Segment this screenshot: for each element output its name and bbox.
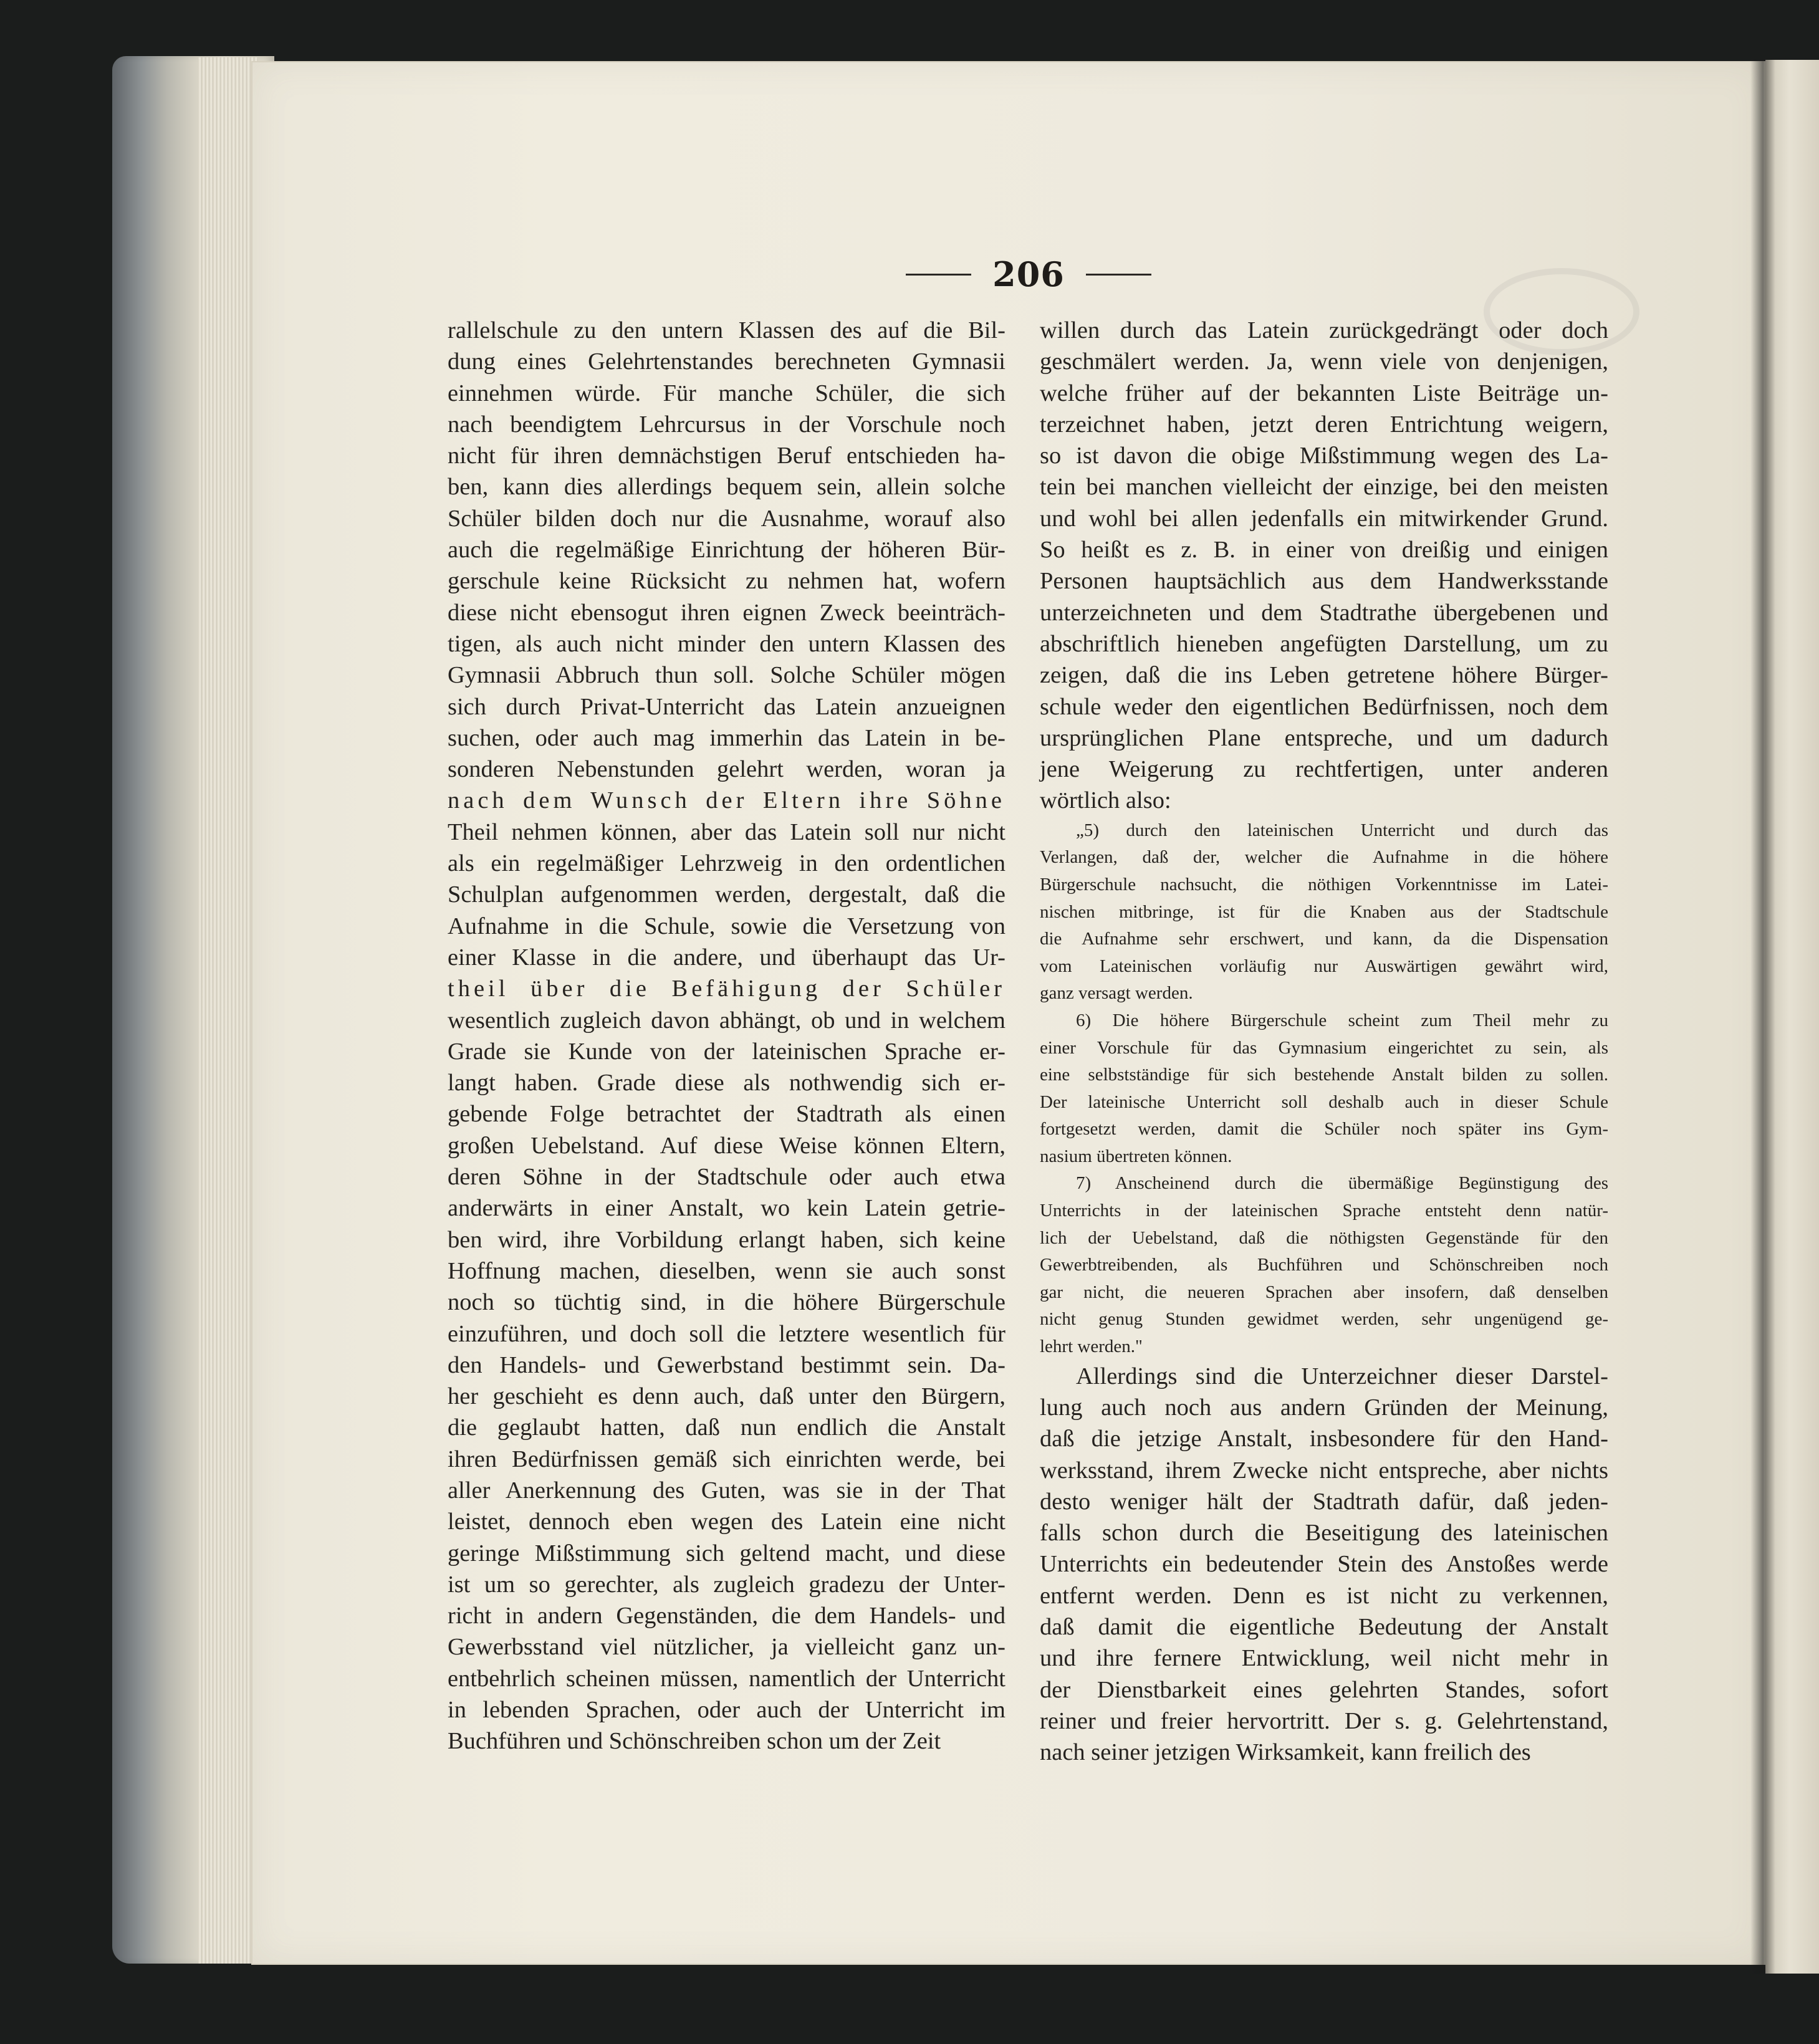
text-line: ben wird, ihre Vorbildung erlangt haben, sich keine xyxy=(448,1226,1005,1253)
text-line: unterzeichneten und dem Stadtrathe übergebenen und xyxy=(1040,599,1608,626)
text-line: lich der Uebelstand, daß die nöthigsten Gegenstände für den xyxy=(1040,1227,1608,1248)
text-line: abschriftlich hieneben angefügten Darstellung, um zu xyxy=(1040,630,1608,657)
text-line: sonderen Nebenstunden gelehrt werden, woran ja xyxy=(448,756,1005,783)
right-column-text xyxy=(1040,315,1608,817)
text-line: gerschule keine Rücksicht zu nehmen hat, wofern xyxy=(448,568,1005,595)
text-line: Schüler bilden doch nur die Ausnahme, worauf also xyxy=(448,505,1005,532)
text-line: vom Lateinischen vorläufig nur Auswärtigen gewährt wird, xyxy=(1040,956,1608,976)
text-line: einer Klasse in die andere, und überhaupt das Ur- xyxy=(448,944,1005,971)
right-text-column xyxy=(1040,315,1608,1768)
text-line: daß die jetzige Anstalt, insbesondere für den Hand- xyxy=(1040,1426,1608,1452)
text-line: nach beendigtem Lehrcursus in der Vorschule noch xyxy=(448,411,1005,438)
text-line: schule weder den eigentlichen Bedürfnissen, noch dem xyxy=(1040,693,1608,720)
text-line: sich durch Privat-Unterricht das Latein anzueignen xyxy=(448,693,1005,720)
text-line: Schulplan aufgenommen werden, dergestalt, daß die xyxy=(448,881,1005,908)
text-line: suchen, oder auch mag immerhin das Latein in be- xyxy=(448,724,1005,751)
text-line: den Handels- und Gewerbstand bestimmt sein. Da- xyxy=(448,1351,1005,1378)
text-line: nasium übertreten können. xyxy=(1040,1146,1232,1166)
text-line: Gymnasii Abbruch thun soll. Solche Schüler mögen xyxy=(448,662,1005,689)
text-line: So heißt es z. B. in einer von dreißig und einigen xyxy=(1040,537,1608,564)
text-line: Personen hauptsächlich aus dem Handwerksstande xyxy=(1040,568,1608,595)
text-line: einer Vorschule für das Gymnasium eingerichtet zu sein, als xyxy=(1040,1037,1608,1058)
text-line: theil über die Befähigung der Schüler xyxy=(448,976,1005,1002)
text-line: Allerdings sind die Unterzeichner dieser Darstel- xyxy=(1076,1363,1608,1389)
text-line: Grade sie Kunde von der lateinischen Sprache er- xyxy=(448,1038,1005,1065)
text-line: reiner und freier hervortritt. Der s. g. Gelehrtenstand, xyxy=(1040,1707,1608,1734)
text-line: geschmälert werden. Ja, wenn viele von denjenigen, xyxy=(1040,348,1608,375)
text-line: eine selbstständige für sich bestehende Anstalt bilden zu sollen. xyxy=(1040,1065,1608,1085)
text-line: nischen mitbringe, ist für die Knaben aus der Stadtschule xyxy=(1040,901,1608,922)
text-line: willen durch das Latein zurückgedrängt oder doch xyxy=(1040,317,1608,343)
text-line: richt in andern Gegenständen, die dem Handels- und xyxy=(448,1603,1005,1629)
header-rule-right xyxy=(1086,274,1151,276)
text-line: tein bei manchen vielleicht der einzige, bei den meisten xyxy=(1040,474,1608,501)
text-line: anderwärts in einer Anstalt, wo kein Latein getrie- xyxy=(448,1195,1005,1222)
text-line: Gewerbsstand viel nützlicher, ja vielleicht ganz un- xyxy=(448,1634,1005,1661)
page-header xyxy=(866,252,1191,296)
text-line: leistet, dennoch eben wegen des Latein eine nicht xyxy=(448,1509,1005,1535)
text-line: fortgesetzt werden, damit die Schüler noch später ins Gym- xyxy=(1040,1119,1608,1140)
text-line: nach seiner jetzigen Wirksamkeit, kann freilich des xyxy=(1040,1739,1531,1766)
text-line: und ihre fernere Entwicklung, weil nicht mehr in xyxy=(1040,1645,1608,1672)
book-gutter xyxy=(1750,60,1775,1974)
text-line: die Aufnahme sehr erschwert, und kann, da die Dispensation xyxy=(1040,929,1608,949)
page-number: 206 xyxy=(992,254,1065,294)
text-line: tigen, als auch nicht minder den untern Klassen des xyxy=(448,630,1005,657)
text-line: nicht für ihren demnächstigen Beruf entschieden ha- xyxy=(448,443,1005,469)
text-line: 7) Anscheinend durch die übermäßige Begünstigung des xyxy=(1076,1173,1608,1194)
text-line: Unterrichts in der lateinischen Sprache entsteht denn natür- xyxy=(1040,1201,1608,1221)
text-line: desto weniger hält der Stadtrath dafür, daß jeden- xyxy=(1040,1488,1608,1515)
text-line: Verlangen, daß der, welcher die Aufnahme in die höhere xyxy=(1040,847,1608,868)
text-line: wörtlich also: xyxy=(1040,787,1171,814)
text-line: die geglaubt hatten, daß nun endlich die Anstalt xyxy=(448,1414,1005,1441)
text-line: noch so tüchtig sind, in die höhere Bürgerschule xyxy=(448,1289,1005,1316)
text-line: Der lateinische Unterricht soll deshalb auch in dieser Schule xyxy=(1040,1092,1608,1112)
text-line: langt haben. Grade diese als nothwendig sich er- xyxy=(448,1070,1005,1096)
text-line: 6) Die höhere Bürgerschule scheint zum Theil mehr zu xyxy=(1076,1010,1608,1030)
right-column-continuation xyxy=(1040,1361,1608,1768)
text-line: dung eines Gelehrtenstandes berechneten Gymnasii xyxy=(448,348,1005,375)
text-line: falls schon durch die Beseitigung des lateinischen xyxy=(1040,1520,1608,1547)
text-line: der Dienstbarkeit eines gelehrten Standes, sofort xyxy=(1040,1676,1608,1703)
text-line: als ein regelmäßiger Lehrzweig in den ordentlichen xyxy=(448,850,1005,877)
text-line: wesentlich zugleich davon abhängt, ob und in welchem xyxy=(448,1007,1005,1034)
text-line: ihren Bedürfnissen gemäß sich einrichten werde, bei xyxy=(448,1446,1005,1472)
text-line: her geschieht es denn auch, daß unter den Bürgern, xyxy=(448,1383,1005,1410)
text-line: entbehrlich scheinen müssen, namentlich der Unterricht xyxy=(448,1665,1005,1692)
text-line: einnehmen würde. Für manche Schüler, die sich xyxy=(448,380,1005,406)
text-line: Aufnahme in die Schule, sowie die Versetzung von xyxy=(448,913,1005,939)
text-line: deren Söhne in der Stadtschule oder auch etwa xyxy=(448,1164,1005,1191)
text-line: gar nicht, die neueren Sprachen aber insofern, daß denselben xyxy=(1040,1282,1608,1302)
text-line: so ist davon die obige Mißstimmung wegen des La- xyxy=(1040,443,1608,469)
text-line: ganz versagt werden. xyxy=(1040,983,1193,1004)
text-line: und wohl bei allen jedenfalls ein mitwirkender Grund. xyxy=(1040,505,1608,532)
text-line: in lebenden Sprachen, oder auch der Unterricht im xyxy=(448,1697,1005,1724)
header-rule-left xyxy=(906,274,971,276)
page-stack-edge xyxy=(198,57,258,1964)
text-line: entfernt werden. Denn es ist nicht zu verkennen, xyxy=(1040,1582,1608,1609)
text-line: Unterrichts ein bedeutender Stein des Anstoßes werde xyxy=(1040,1551,1608,1578)
text-line: geringe Mißstimmung sich geltend macht, und diese xyxy=(448,1540,1005,1567)
text-line: auch die regelmäßige Einrichtung der höheren Bür- xyxy=(448,537,1005,564)
text-line: nach dem Wunsch der Eltern ihre Söhne xyxy=(448,787,1005,814)
text-line: ist um so gerechter, als zugleich gradezu der Unter- xyxy=(448,1571,1005,1598)
text-line: daß damit die eigentliche Bedeutung der Anstalt xyxy=(1040,1614,1608,1640)
text-line: Gewerbtreibenden, als Buchführen und Schönschreiben noch xyxy=(1040,1255,1608,1275)
text-line: ursprünglichen Plane entspreche, und um dadurch xyxy=(1040,724,1608,751)
left-text-column xyxy=(448,315,1005,1757)
text-line: lehrt werden." xyxy=(1040,1336,1143,1357)
text-line: gebende Folge betrachtet der Stadtrath als einen xyxy=(448,1101,1005,1128)
text-line: großen Uebelstand. Auf diese Weise können Eltern, xyxy=(448,1132,1005,1159)
text-line: „5) durch den lateinischen Unterricht und durch das xyxy=(1076,820,1608,840)
text-line: werksstand, ihrem Zwecke nicht entspreche, aber nichts xyxy=(1040,1457,1608,1484)
text-line: einzuführen, und doch soll die letztere wesentlich für xyxy=(448,1320,1005,1347)
text-line: Buchführen und Schönschreiben schon um der Zeit xyxy=(448,1728,941,1755)
text-line: Theil nehmen können, aber das Latein soll nur nicht xyxy=(448,818,1005,845)
text-line: ben, kann dies allerdings bequem sein, allein solche xyxy=(448,474,1005,501)
text-line: lung auch noch aus andern Gründen der Meinung, xyxy=(1040,1394,1608,1421)
text-line: Bürgerschule nachsucht, die nöthigen Vorkenntnisse im Latei- xyxy=(1040,874,1608,895)
text-line: diese nicht ebensogut ihren eignen Zweck beeinträch- xyxy=(448,599,1005,626)
text-line: Hoffnung machen, dieselben, wenn sie auch sonst xyxy=(448,1257,1005,1284)
text-line: terzeichnet haben, jetzt deren Entrichtung weigern, xyxy=(1040,411,1608,438)
text-line: aller Anerkennung des Guten, was sie in der That xyxy=(448,1477,1005,1504)
quoted-petition xyxy=(1040,817,1608,1361)
text-line: rallelschule zu den untern Klassen des auf die Bil- xyxy=(448,317,1005,343)
text-line: jene Weigerung zu rechtfertigen, unter anderen xyxy=(1040,756,1608,783)
text-line: welche früher auf der bekannten Liste Beiträge un- xyxy=(1040,380,1608,406)
text-line: nicht genug Stunden gewidmet werden, sehr ungenügend ge- xyxy=(1040,1309,1608,1330)
text-line: zeigen, daß die ins Leben getretene höhere Bürger- xyxy=(1040,662,1608,689)
